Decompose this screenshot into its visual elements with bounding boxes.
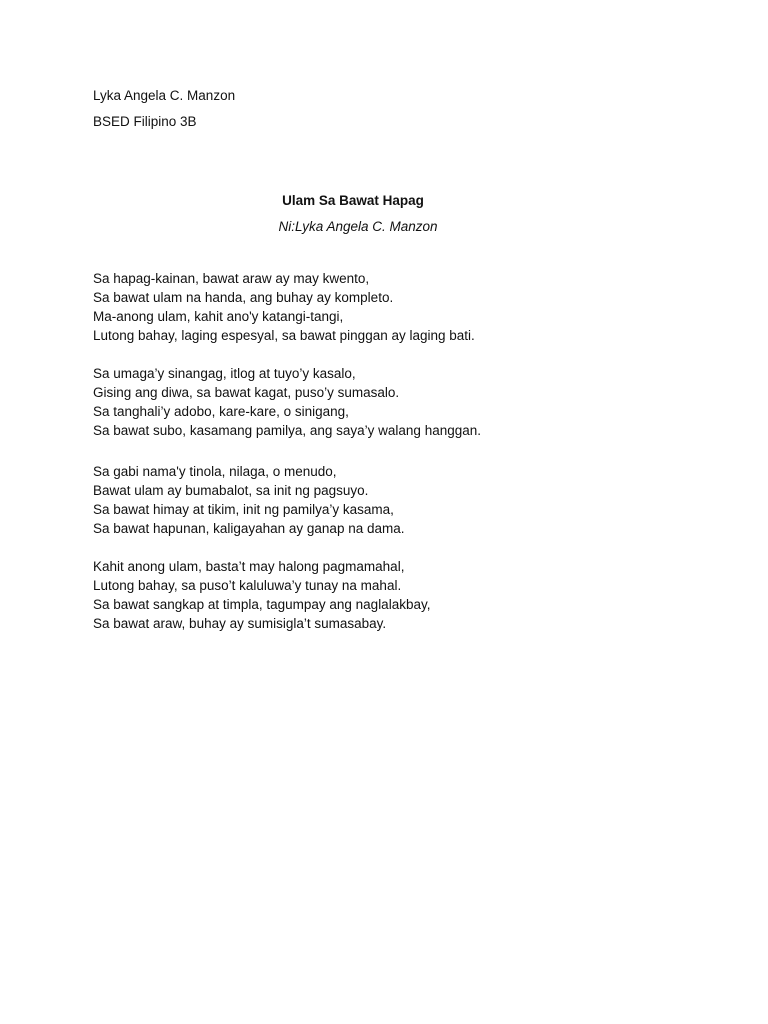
verse-line: Sa umaga’y sinangag, itlog at tuyo’y kasalo, [93,366,356,381]
verse-line: Sa tanghali’y adobo, kare-kare, o sinigang, [93,404,349,419]
stanza-2 [93,364,481,440]
verse-line: Kahit anong ulam, basta’t may halong pagmamahal, [93,559,405,574]
verse-line: Bawat ulam ay bumabalot, sa init ng pagsuyo. [93,483,369,498]
stanza-4 [93,557,430,633]
poem-title: Ulam Sa Bawat Hapag [282,193,424,208]
verse-line: Sa bawat araw, buhay ay sumisigla’t sumasabay. [93,616,387,631]
stanza-3 [93,462,405,538]
verse-line: Sa bawat himay at tikim, init ng pamilya’y kasama, [93,502,394,517]
verse-line: Sa hapag-kainan, bawat araw ay may kwento, [93,271,370,286]
stanza-1 [93,269,475,345]
verse-line: Sa bawat ulam na handa, ang buhay ay kompleto. [93,290,394,305]
author-info [93,87,235,139]
verse-line: Gising ang diwa, sa bawat kagat, puso’y sumasalo. [93,385,400,400]
verse-line: Sa bawat subo, kasamang pamilya, ang saya’y walang hanggan. [93,423,481,438]
verse-line: Sa gabi nama'y tinola, nilaga, o menudo, [93,464,337,479]
verse-line: Sa bawat hapunan, kaligayahan ay ganap na dama. [93,521,405,536]
course-section: BSED Filipino 3B [93,114,197,129]
author-name: Lyka Angela C. Manzon [93,88,236,103]
verse-line: Lutong bahay, laging espesyal, sa bawat pinggan ay laging bati. [93,328,475,343]
verse-line: Sa bawat sangkap at timpla, tagumpay ang naglalakbay, [93,597,431,612]
poem-byline: Ni:Lyka Angela C. Manzon [278,219,438,234]
verse-line: Ma-anong ulam, kahit ano'y katangi-tangi, [93,309,344,324]
verse-line: Lutong bahay, sa puso’t kaluluwa’y tunay na mahal. [93,578,402,593]
